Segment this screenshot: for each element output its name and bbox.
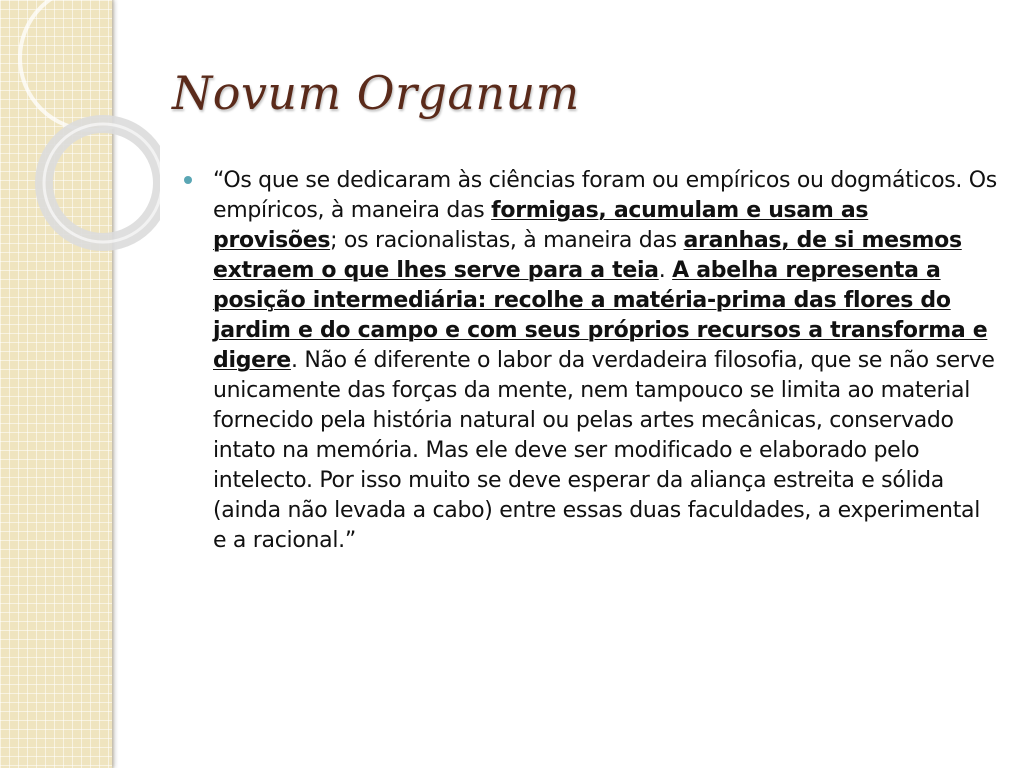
quote-emphasis-aranhas: aranhas, de si mesmos extraem o que lhes serve para a teia: [213, 228, 962, 283]
quote-text: [213, 166, 998, 556]
quote-segment-4: . Não é diferente o labor da verdadeira filosofia, que se não serve unicamente das forças da mente, nem tampouco se limita ao material fornecido pela história natural ou pelas artes mecânicas, conservado intato na memória. Mas ele deve ser modificado e elaborado pelo intelecto. Por isso muito se deve esperar da aliança estreita e sólida (ainda não levada a cabo) entre essas duas faculdades, a experimental e a racional.”: [213, 348, 995, 553]
ring-decoration-icon: [0, 0, 160, 300]
quote-segment-3: .: [658, 258, 673, 283]
bullet-list: [178, 166, 998, 556]
bullet-dot-icon: [184, 176, 192, 184]
ring-large-icon: [20, 0, 160, 130]
quote-emphasis-formigas: formigas, acumulam e usam as provisões: [213, 198, 869, 253]
quote-segment-2: ; os racionalistas, à maneira das: [330, 228, 684, 253]
quote-emphasis-abelha: A abelha representa a posição intermediária: recolhe a matéria-prima das flores do jardim e do campo e com seus próprios recursos a transforma e digere: [213, 258, 988, 373]
quote-segment-1: “Os que se dedicaram às ciências foram ou empíricos ou dogmáticos. Os empíricos, à maneira das: [213, 168, 997, 223]
list-item: [178, 166, 998, 556]
slide-title: Novum Organum: [172, 66, 580, 120]
